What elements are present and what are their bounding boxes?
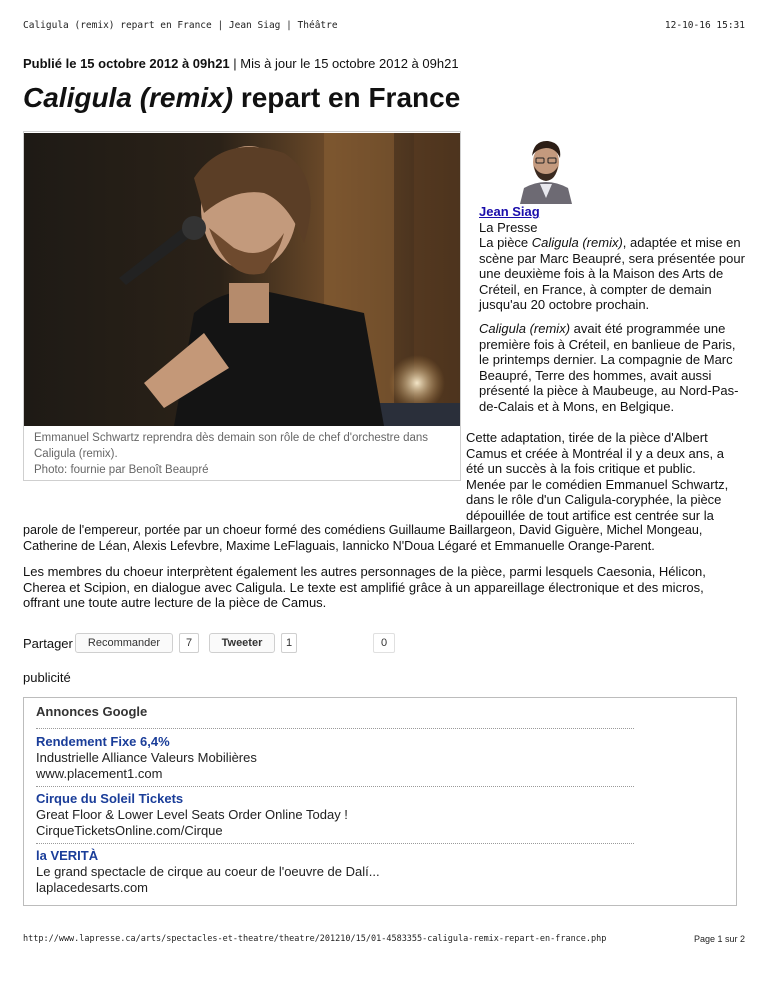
advertising-label: publicité (23, 670, 71, 685)
photo-credit: Photo: fournie par Benoît Beaupré (34, 464, 209, 476)
ad-description: Le grand spectacle de cirque au coeur de l'oeuvre de Dalí... (36, 864, 380, 879)
publish-info (23, 56, 459, 71)
ad-item[interactable] (36, 734, 634, 782)
recommend-count: 7 (179, 633, 199, 653)
ads-divider (36, 843, 634, 844)
paragraph-1-end: , adaptée et mise en scène par Marc Beaupré, sera présentée pour une deuxième fois à la Maison des Arts de Créteil, en France, à compter de demain jusqu'au 20 octobre prochain. (479, 235, 745, 312)
paragraph-1-italic: Caligula (remix) (531, 235, 623, 250)
photo-caption-line-1: Emmanuel Schwartz reprendra dès demain son rôle de chef d'orchestre dans (34, 432, 429, 444)
updated-date: | Mis à jour le 15 octobre 2012 à 09h21 (233, 56, 459, 71)
ad-title[interactable]: la VERITÀ (36, 848, 99, 863)
footer-page: Page 1 sur 2 (693, 934, 745, 944)
article-title (23, 82, 460, 114)
photo-box (23, 131, 461, 481)
paragraph-2-italic: Caligula (remix) (479, 321, 571, 336)
paragraph-4: Les membres du choeur interprètent également les autres personnages de la pièce, parmi lesquels Caesonia, Hélicon, Cherea et Scipion, en dialogue avec Caligula. Le texte est amplifié grâce à un appareillage électronique et des micros, offrant une toute autre lecture de la pièce de Camus. (23, 564, 706, 610)
print-header-title: Caligula (remix) repart en France | Jean Siag | Théâtre (23, 20, 338, 31)
share-label: Partager (23, 636, 73, 651)
ad-url[interactable]: CirqueTicketsOnline.com/Cirque (36, 823, 223, 838)
paragraph-3-line: dépouillée de tout artifice est centrée sur la (466, 507, 714, 523)
author-avatar-image (514, 132, 578, 204)
share-other-count: 0 (373, 633, 395, 653)
ads-divider (36, 728, 634, 729)
paragraph-3-line: Camus et créée à Montréal il y a deux ans, a (466, 445, 724, 461)
author-outlet: La Presse (479, 219, 538, 235)
ad-item[interactable] (36, 848, 634, 896)
ad-description: Industrielle Alliance Valeurs Mobilières (36, 750, 257, 765)
article-photo-image (24, 133, 460, 426)
paragraph-2-rest: avait été programmée une première fois à Créteil, en banlieue de Paris, le printemps dernier. La compagnie de Marc Beaupré, Terre des hommes, avait aussi présenté la pièce à Maubeuge, au Nord-Pas-de-Calais et à Mons, en Belgique. (479, 321, 739, 414)
paragraph-1 (479, 235, 745, 313)
author-link[interactable]: Jean Siag (479, 204, 540, 219)
ad-description: Great Floor & Lower Level Seats Order Online Today ! (36, 807, 348, 822)
photo-caption (34, 430, 450, 478)
paragraph-3-line: dans le rôle d'un Caligula-coryphée, la pièce (466, 492, 722, 507)
ad-url[interactable]: laplacedesarts.com (36, 880, 148, 895)
footer-url: http://www.lapresse.ca/arts/spectacles-et-theatre/theatre/201210/15/01-4583355-caligula-remix-repart-en-france.php (23, 934, 607, 944)
recommend-button[interactable]: Recommander (75, 633, 173, 653)
tweet-count: 1 (281, 633, 297, 653)
paragraph-3-line: Menée par le comédien Emmanuel Schwartz, (466, 476, 729, 492)
print-header-datetime: 12-10-16 15:31 (664, 20, 745, 31)
published-date: Publié le 15 octobre 2012 à 09h21 (23, 56, 230, 71)
ads-divider (36, 786, 634, 787)
tweet-button[interactable]: Tweeter (209, 633, 275, 653)
paragraph-3-line: Catherine de Léan, Alexis Lefevbre, Maxime LeFlaguais, Iannicko N'Doua Légaré et Emmanuelle Orange-Parent. (23, 538, 655, 553)
author-avatar (514, 132, 578, 204)
print-header (23, 20, 745, 34)
ad-title[interactable]: Cirque du Soleil Tickets (36, 791, 184, 806)
paragraph-2 (479, 321, 747, 414)
ads-box (23, 697, 737, 906)
author-block (479, 204, 745, 313)
paragraph-1-start: La pièce (479, 235, 532, 250)
paragraph-3-full (23, 523, 748, 554)
photo-caption-line-2: Caligula (remix). (34, 448, 118, 460)
ad-url[interactable]: www.placement1.com (36, 766, 163, 781)
paragraph-3-line: été un succès à la fois critique et public. (466, 461, 696, 476)
paragraph-3-line: parole de l'empereur, portée par un choeur formé des comédiens Guillaume Baillargeon, David Giguère, Michel Mongeau, (23, 523, 703, 537)
paragraph-3-wrap (466, 430, 746, 523)
print-footer (23, 934, 745, 946)
article-title-rest: repart en France (233, 82, 461, 113)
ad-item[interactable] (36, 791, 634, 839)
article-title-italic: Caligula (remix) (23, 82, 234, 113)
paragraph-3-line: Cette adaptation, tirée de la pièce d'Albert (466, 430, 708, 445)
article-photo (24, 133, 460, 426)
ad-title[interactable]: Rendement Fixe 6,4% (36, 734, 170, 749)
ads-title: Annonces Google (36, 704, 148, 719)
